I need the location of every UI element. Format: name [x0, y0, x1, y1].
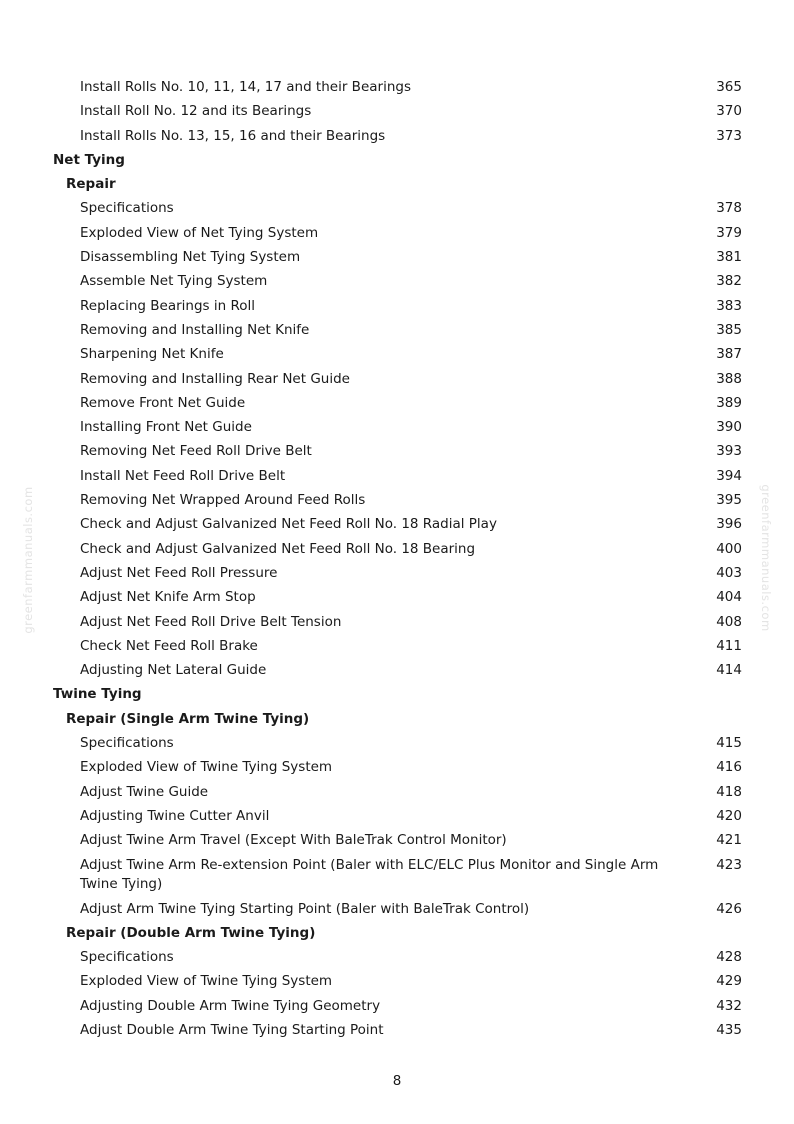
toc-entry-page-number: 426	[716, 900, 742, 917]
toc-entry[interactable]	[0, 970, 794, 994]
toc-entry-title: Adjust Net Feed Roll Pressure	[80, 564, 278, 581]
toc-entry-page-number: 429	[716, 973, 742, 990]
toc-entry[interactable]	[0, 295, 794, 319]
toc-section-heading	[0, 683, 794, 707]
toc-entry[interactable]	[0, 489, 794, 513]
toc-entry-title: Replacing Bearings in Roll	[80, 297, 255, 314]
toc-entry-page-number: 420	[716, 807, 742, 824]
toc-entry-title: Adjusting Net Lateral Guide	[80, 662, 267, 679]
toc-entry[interactable]	[0, 805, 794, 829]
toc-entry-title: Exploded View of Twine Tying System	[80, 973, 333, 990]
toc-entry-page-number: 390	[716, 419, 742, 436]
toc-entry-title: Specifications	[80, 949, 174, 966]
toc-entry-page-number: 415	[716, 735, 742, 752]
toc-entry-page-number: 393	[716, 443, 742, 460]
toc-entry[interactable]	[0, 854, 794, 898]
toc-entry[interactable]	[0, 611, 794, 635]
toc-entry-title: Adjust Arm Twine Tying Starting Point (Baler with BaleTrak Control)	[80, 900, 530, 917]
toc-entry[interactable]	[0, 659, 794, 683]
toc-entry-title: Install Net Feed Roll Drive Belt	[80, 467, 286, 484]
toc-entry-title: Removing Net Wrapped Around Feed Rolls	[80, 492, 366, 509]
toc-entry-title: Adjusting Double Arm Twine Tying Geometry	[80, 997, 381, 1014]
toc-entry-page-number: 395	[716, 492, 742, 509]
toc-entry-page-number: 396	[716, 516, 742, 533]
toc-entry-title: Adjust Net Feed Roll Drive Belt Tension	[80, 613, 342, 630]
watermark-left: greenfarmmanuals.com	[21, 486, 35, 634]
toc-entry[interactable]	[0, 100, 794, 124]
toc-entry[interactable]	[0, 898, 794, 922]
toc-entry[interactable]	[0, 513, 794, 537]
toc-entry-page-number: 370	[716, 103, 742, 120]
toc-subsection-heading	[0, 708, 794, 732]
toc-entry[interactable]	[0, 76, 794, 100]
toc-entry[interactable]	[0, 781, 794, 805]
toc-entry[interactable]	[0, 829, 794, 853]
toc-entry-title: Adjust Double Arm Twine Tying Starting Point	[80, 1021, 384, 1038]
toc-entry-page-number: 432	[716, 997, 742, 1014]
toc-entry-title: Adjusting Twine Cutter Anvil	[80, 807, 270, 824]
toc-entry-title: Install Roll No. 12 and its Bearings	[80, 103, 312, 120]
toc-entry-title: Net Tying	[53, 151, 125, 168]
toc-entry-title: Install Rolls No. 10, 11, 14, 17 and their Bearings	[80, 79, 411, 95]
toc-entry[interactable]	[0, 368, 794, 392]
toc-entry-title: Repair	[66, 176, 116, 193]
toc-entry-page-number: 365	[716, 79, 742, 95]
toc-entry-title: Remove Front Net Guide	[80, 394, 246, 411]
toc-entry[interactable]	[0, 222, 794, 246]
toc-entry[interactable]	[0, 197, 794, 221]
toc-section-heading	[0, 149, 794, 173]
toc-entry-title: Specifications	[80, 200, 174, 217]
toc-entry-page-number: 411	[716, 637, 742, 654]
toc-entry-title: Disassembling Net Tying System	[80, 249, 301, 266]
toc-entry-title: Check and Adjust Galvanized Net Feed Roll No. 18 Radial Play	[80, 516, 497, 533]
toc-entry[interactable]	[0, 125, 794, 149]
toc-entry-page-number: 435	[716, 1021, 742, 1038]
toc-entry-title: Adjust Twine Arm Travel (Except With BaleTrak Control Monitor)	[80, 832, 507, 849]
toc-entry-page-number: 382	[716, 273, 742, 290]
toc-subsection-heading	[0, 922, 794, 946]
toc-entry[interactable]	[0, 319, 794, 343]
toc-entry-page-number: 383	[716, 297, 742, 314]
toc-entry-title: Removing and Installing Net Knife	[80, 321, 310, 338]
page-number: 8	[392, 1073, 402, 1089]
toc-entry-title: Exploded View of Twine Tying System	[80, 759, 333, 776]
toc-entry-title: Adjust Twine Arm Re-extension Point (Baler with ELC/ELC Plus Monitor and Single Arm Twine Tying)	[80, 856, 659, 892]
toc-entry-page-number: 400	[716, 540, 742, 557]
toc-entry[interactable]	[0, 946, 794, 970]
toc-entry-page-number: 387	[716, 346, 742, 363]
toc-entry[interactable]	[0, 416, 794, 440]
toc-entry[interactable]	[0, 586, 794, 610]
toc-entry-title: Repair (Single Arm Twine Tying)	[66, 710, 310, 727]
toc-entry-page-number: 421	[716, 832, 742, 849]
toc-entry-page-number: 403	[716, 564, 742, 581]
table-of-contents	[0, 76, 794, 1043]
toc-entry[interactable]	[0, 732, 794, 756]
toc-entry[interactable]	[0, 246, 794, 270]
toc-entry-page-number: 381	[716, 249, 742, 266]
toc-entry-page-number: 416	[716, 759, 742, 776]
toc-entry[interactable]	[0, 538, 794, 562]
toc-entry-page-number: 379	[716, 224, 742, 241]
toc-entry-title: Repair (Double Arm Twine Tying)	[66, 924, 316, 941]
toc-entry-title: Installing Front Net Guide	[80, 419, 252, 436]
toc-entry-title: Check Net Feed Roll Brake	[80, 637, 258, 654]
toc-entry-title: Removing and Installing Rear Net Guide	[80, 370, 350, 387]
toc-entry-title: Install Rolls No. 13, 15, 16 and their Bearings	[80, 127, 386, 144]
toc-entry-page-number: 378	[716, 200, 742, 217]
toc-entry-title: Check and Adjust Galvanized Net Feed Roll No. 18 Bearing	[80, 540, 476, 557]
watermark-right: greenfarmmanuals.com	[759, 484, 773, 632]
toc-entry[interactable]	[0, 270, 794, 294]
toc-entry-page-number: 404	[716, 589, 742, 606]
toc-entry-page-number: 414	[716, 662, 742, 679]
toc-entry[interactable]	[0, 1019, 794, 1043]
toc-entry-title: Adjust Twine Guide	[80, 783, 209, 800]
toc-entry-page-number: 428	[716, 949, 742, 966]
toc-entry-page-number: 423	[716, 856, 742, 873]
toc-entry-title: Twine Tying	[53, 686, 142, 703]
toc-entry-page-number: 408	[716, 613, 742, 630]
toc-entry-page-number: 418	[716, 783, 742, 800]
toc-entry-page-number: 385	[716, 321, 742, 338]
toc-entry[interactable]	[0, 343, 794, 367]
toc-entry[interactable]	[0, 995, 794, 1019]
toc-entry-page-number: 389	[716, 394, 742, 411]
toc-entry-page-number: 388	[716, 370, 742, 387]
toc-entry[interactable]	[0, 465, 794, 489]
toc-entry[interactable]	[0, 635, 794, 659]
toc-entry-title: Exploded View of Net Tying System	[80, 224, 319, 241]
toc-subsection-heading	[0, 173, 794, 197]
toc-entry[interactable]	[0, 392, 794, 416]
toc-entry-title: Adjust Net Knife Arm Stop	[80, 589, 256, 606]
toc-entry[interactable]	[0, 562, 794, 586]
toc-entry-page-number: 394	[716, 467, 742, 484]
toc-entry[interactable]	[0, 756, 794, 780]
toc-entry-title: Removing Net Feed Roll Drive Belt	[80, 443, 312, 460]
toc-entry[interactable]	[0, 440, 794, 464]
toc-entry-title: Specifications	[80, 735, 174, 752]
toc-entry-title: Assemble Net Tying System	[80, 273, 268, 290]
toc-entry-title: Sharpening Net Knife	[80, 346, 224, 363]
toc-entry-page-number: 373	[716, 127, 742, 144]
